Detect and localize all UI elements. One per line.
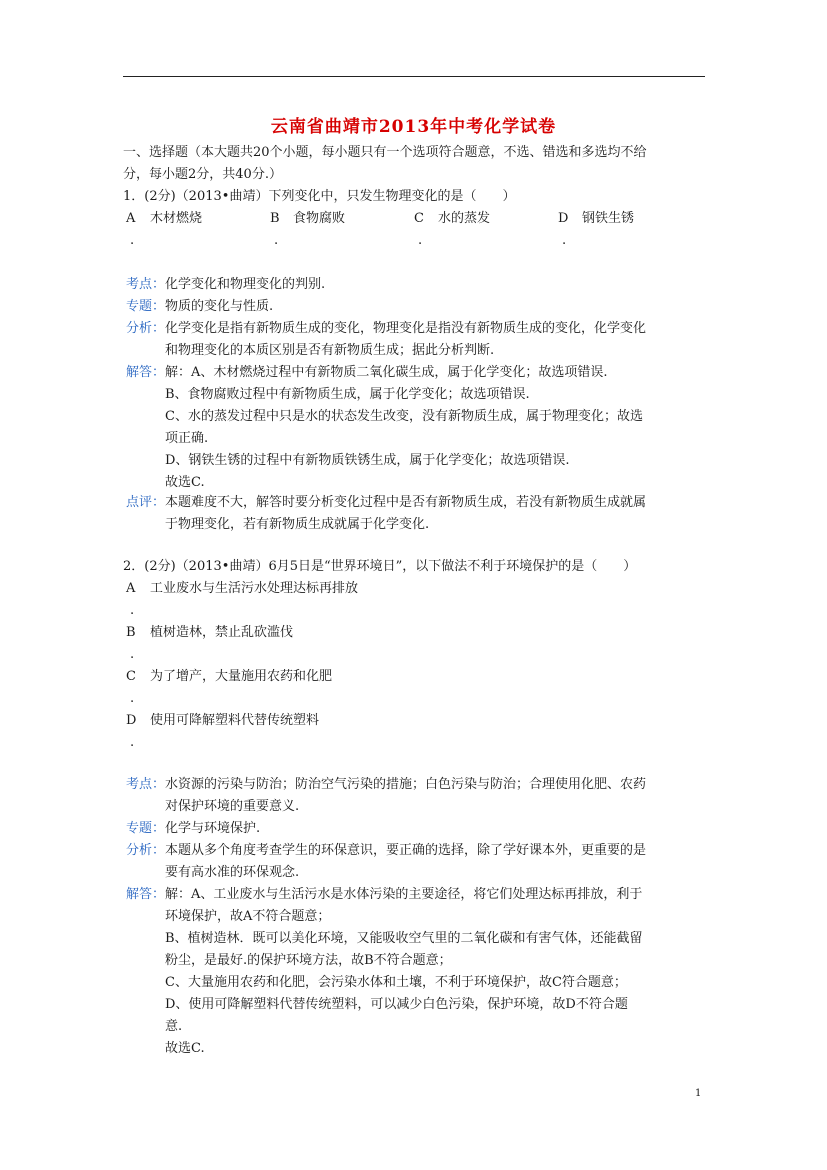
q2-stem: 2．(2分)（2013•曲靖）6月5日是“世界环境日”，以下做法不利于环境保护的是（ ） — [123, 559, 637, 574]
q2-option-a-text: 工业废水与生活污水处理达标再排放 — [150, 581, 359, 596]
q1-option-c-text: 水的蒸发 — [438, 211, 491, 226]
q2-option-d-letter: D — [126, 713, 137, 728]
q2-kaodian-label: 考点： — [126, 777, 166, 792]
q1-option-d-dot: . — [562, 233, 567, 248]
q2-jieda-line-3: B、植树造林．既可以美化环境，又能吸收空气里的二氧化碳和有害气体，还能截留 — [165, 931, 643, 946]
q1-fenxi-line-2: 和物理变化的本质区别是否有新物质生成；据此分析判断. — [165, 343, 495, 358]
q1-dianping-line-2: 于物理变化，若有新物质生成就属于化学变化. — [165, 517, 430, 532]
q1-fenxi-label: 分析： — [126, 321, 166, 336]
q2-option-d-dot: . — [130, 735, 135, 750]
q1-kaodian-text: 化学变化和物理变化的判别. — [165, 277, 326, 292]
q2-option-c-letter: C — [126, 669, 136, 684]
q1-stem: 1．(2分)（2013•曲靖）下列变化中，只发生物理变化的是（ ） — [123, 189, 516, 204]
q1-option-d-letter: D — [558, 211, 569, 226]
q1-jieda-line-5: D、钢铁生锈的过程中有新物质铁锈生成，属于化学变化；故选项错误. — [165, 453, 570, 468]
q1-option-c-letter: C — [414, 211, 424, 226]
q1-jieda-line-4: 项正确. — [165, 431, 209, 446]
q1-option-b-text: 食物腐败 — [293, 211, 346, 226]
q2-jieda-line-2: 环境保护，故A不符合题意； — [165, 909, 331, 924]
q2-option-b-dot: . — [130, 647, 135, 662]
q1-option-a-text: 木材燃烧 — [150, 211, 203, 226]
q1-jieda-label: 解答： — [126, 365, 166, 380]
header-rule — [123, 76, 705, 77]
q1-dianping-line-1: 本题难度不大，解答时要分析变化过程中是否有新物质生成，若没有新物质生成就属 — [165, 495, 647, 510]
q2-option-b-letter: B — [126, 625, 136, 640]
q2-option-c-dot: . — [130, 691, 135, 706]
q1-jieda-line-1: 解：A、木材燃烧过程中有新物质二氧化碳生成，属于化学变化；故选项错误. — [165, 365, 608, 380]
q2-jieda-line-6: D、使用可降解塑料代替传统塑料，可以减少白色污染，保护环境，故D不符合题 — [165, 997, 628, 1012]
q2-jieda-label: 解答： — [126, 887, 166, 902]
q2-jieda-line-4: 粉尘，是最好.的保护环境方法，故B不符合题意； — [165, 953, 452, 968]
q1-option-d-text: 钢铁生锈 — [582, 211, 635, 226]
q1-option-b-letter: B — [270, 211, 280, 226]
q2-option-b-text: 植树造林，禁止乱砍滥伐 — [150, 625, 294, 640]
q2-kaodian-line-1: 水资源的污染与防治；防治空气污染的措施；白色污染与防治；合理使用化肥、农药 — [165, 777, 647, 792]
q2-zhuanti-text: 化学与环境保护. — [165, 821, 261, 836]
q1-fenxi-line-1: 化学变化是指有新物质生成的变化，物理变化是指没有新物质生成的变化，化学变化 — [165, 321, 647, 336]
q1-jieda-line-2: B、食物腐败过程中有新物质生成，属于化学变化；故选项错误. — [165, 387, 530, 402]
q2-fenxi-label: 分析： — [126, 843, 166, 858]
section-heading-line-1: 一、选择题（本大题共20个小题，每小题只有一个选项符合题意，不选、错选和多选均不给 — [123, 145, 647, 160]
q2-jieda-line-5: C、大量施用农药和化肥，会污染水体和土壤，不利于环境保护，故C符合题意； — [165, 975, 627, 990]
q1-zhuanti-text: 物质的变化与性质. — [165, 299, 274, 314]
q2-kaodian-line-2: 对保护环境的重要意义. — [165, 799, 300, 814]
q2-option-a-letter: A — [126, 581, 136, 596]
q1-dianping-label: 点评： — [126, 495, 166, 510]
q2-option-c-text: 为了增产，大量施用农药和化肥 — [150, 669, 333, 684]
q1-jieda-line-3: C、水的蒸发过程中只是水的状态发生改变，没有新物质生成，属于物理变化；故选 — [165, 409, 643, 424]
q1-option-c-dot: . — [418, 233, 423, 248]
q1-option-a-letter: A — [126, 211, 136, 226]
q2-fenxi-line-1: 本题从多个角度考查学生的环保意识，要正确的选择，除了学好课本外，更重要的是 — [165, 843, 647, 858]
page-title: 云南省曲靖市2013年中考化学试卷 — [270, 117, 557, 137]
q1-zhuanti-label: 专题： — [126, 299, 166, 314]
q1-kaodian-label: 考点： — [126, 277, 166, 292]
q1-option-b-dot: . — [274, 233, 279, 248]
q1-option-a-dot: . — [130, 233, 135, 248]
q2-zhuanti-label: 专题： — [126, 821, 166, 836]
q2-option-a-dot: . — [130, 603, 135, 618]
section-heading-line-2: 分，每小题2分，共40分.） — [123, 167, 282, 182]
q2-jieda-line-8: 故选C. — [165, 1041, 205, 1056]
q2-jieda-line-7: 意. — [165, 1019, 183, 1034]
q2-option-d-text: 使用可降解塑料代替传统塑料 — [150, 713, 320, 728]
q2-jieda-line-1: 解：A、工业废水与生活污水是水体污染的主要途径，将它们处理达标再排放，利于 — [165, 887, 643, 902]
page-number: 1 — [695, 1088, 702, 1099]
q2-fenxi-line-2: 要有高水准的环保观念. — [165, 865, 300, 880]
q1-jieda-line-6: 故选C. — [165, 475, 205, 490]
